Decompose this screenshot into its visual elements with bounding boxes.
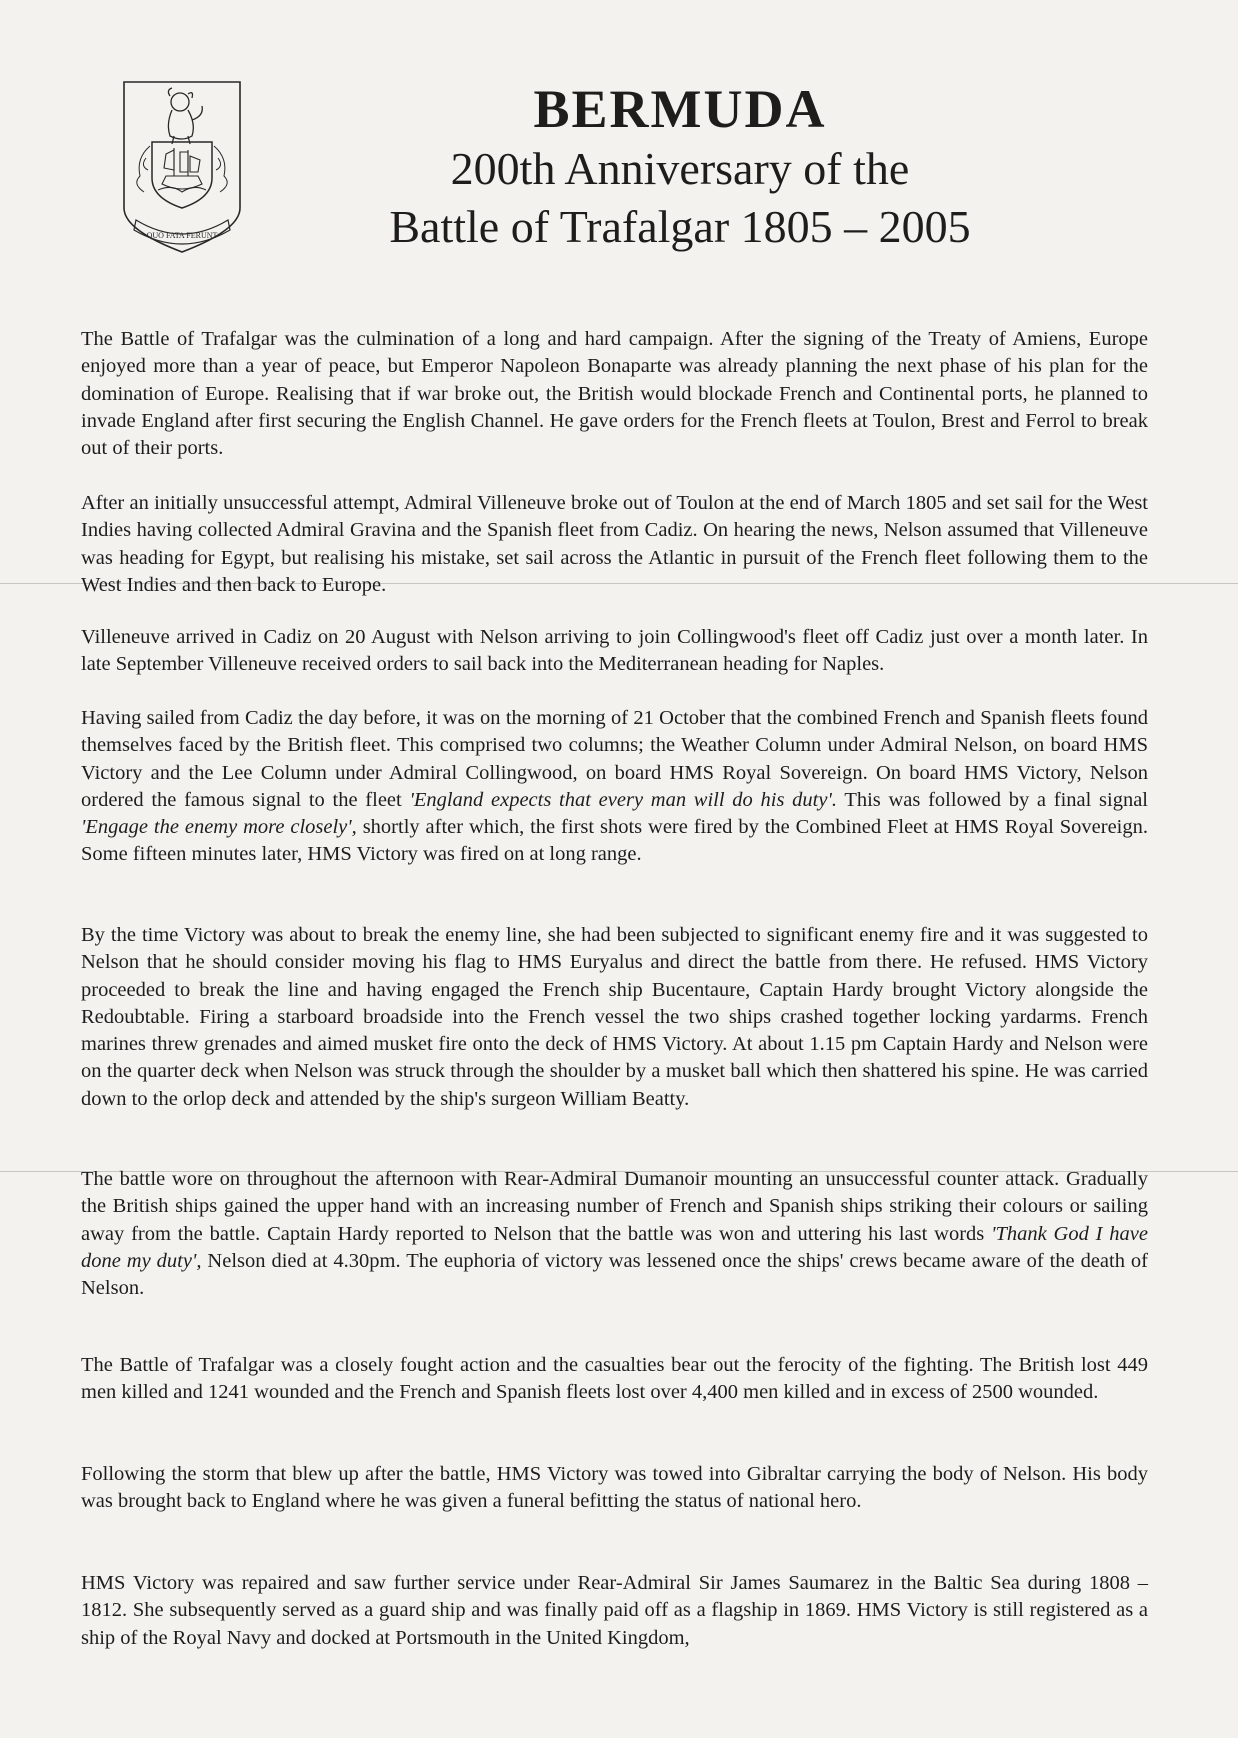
paragraph-text <box>81 1166 1148 1302</box>
paragraph-text <box>81 705 1148 869</box>
title-block <box>300 78 1060 256</box>
text-run: shortly after which, the first shots were fired by the Combined Fleet at HMS Royal Sovereign. Some fifteen minutes later, HMS Victory was fired on at long range. <box>81 816 1148 866</box>
paragraph-4 <box>81 705 1148 869</box>
quoted-signal: 'England expects that every man will do his duty'. <box>409 788 837 811</box>
subtitle-line-2: Battle of Trafalgar 1805 – 2005 <box>389 201 971 252</box>
quoted-last-words: 'Thank God I have done my duty', <box>81 1222 1149 1272</box>
subtitle-line-1: 200th Anniversary of the <box>450 143 910 194</box>
paragraph-1 <box>81 326 1148 462</box>
bermuda-coat-of-arms-icon <box>122 80 242 255</box>
text-run: Nelson died at 4.30pm. The euphoria of victory was lessened once the ships' crews became aware of the death of Nelson. <box>81 1249 1149 1300</box>
paragraph-text: Villeneuve arrived in Cadiz on 20 August with Nelson arriving to join Collingwood's fleet off Cadiz just over a month later. In late September Villeneuve received orders to sail back into the Mediterranean heading for Naples. <box>81 626 1148 676</box>
page-title: BERMUDA <box>533 79 827 139</box>
paragraph-2 <box>81 490 1148 599</box>
text-run: The battle wore on throughout the afternoon with Rear-Admiral Dumanoir mounting an unsuccessful counter attack. Gradually the British ships gained the upper hand with an increasing number of French and Spanish ships striking their colours or sailing away from the battle. Captain Hardy reported to Nelson that the battle was won and uttering his last words <box>81 1168 1148 1245</box>
paragraph-9 <box>81 1570 1148 1652</box>
paragraph-3 <box>81 624 1148 679</box>
paragraph-text: Following the storm that blew up after the battle, HMS Victory was towed into Gibraltar carrying the body of Nelson. His body was brought back to England where he was given a funeral befitting the status of national hero. <box>81 1463 1148 1513</box>
paragraph-text: HMS Victory was repaired and saw further service under Rear-Admiral Sir James Saumarez in the Baltic Sea during 1808 – 1812. She subsequently served as a guard ship and was finally paid off as a flagship in 1869. HMS Victory is still registered as a ship of the Royal Navy and docked at Portsmouth in the United Kingdom, <box>81 1572 1148 1649</box>
paragraph-text: After an initially unsuccessful attempt, Admiral Villeneuve broke out of Toulon at the end of March 1805 and set sail for the West Indies having collected Admiral Gravina and the Spanish fleet from Cadiz. On hearing the news, Nelson assumed that Villeneuve was heading for Egypt, but realising his mistake, set sail across the Atlantic in pursuit of the French fleet following them to the West Indies and then back to Europe. <box>81 492 1148 596</box>
paragraph-7 <box>81 1352 1148 1407</box>
paragraph-text: The Battle of Trafalgar was a closely fought action and the casualties bear out the ferocity of the fighting. The British lost 449 men killed and 1241 wounded and the French and Spanish fleets lost over 4,400 men killed and in excess of 2500 wounded. <box>81 1354 1148 1404</box>
paragraph-6 <box>81 1166 1148 1302</box>
svg-text:QUO FATA FERUNT: QUO FATA FERUNT <box>146 231 218 240</box>
text-run: This was followed by a final signal <box>836 788 1148 811</box>
quoted-signal: 'Engage the enemy more closely', <box>81 816 357 839</box>
text-run: Having sailed from Cadiz the day before, it was on the morning of 21 October that the combined French and Spanish fleets found themselves faced by the British fleet. This comprised two columns; the Weather Column under Admiral Nelson, on board HMS Victory and the Lee Column under Admiral Collingwood, on board HMS Royal Sovereign. On board HMS Victory, Nelson ordered the famous signal to the fleet <box>81 707 1148 811</box>
paragraph-8 <box>81 1461 1148 1516</box>
paragraph-5 <box>81 922 1148 1113</box>
paragraph-text: The Battle of Trafalgar was the culmination of a long and hard campaign. After the signing of the Treaty of Amiens, Europe enjoyed more than a year of peace, but Emperor Napoleon Bonaparte was already planning the next phase of his plan for the domination of Europe. Realising that if war broke out, the British would blockade French and Continental ports, he planned to invade England after first securing the English Channel. He gave orders for the French fleets at Toulon, Brest and Ferrol to break out of their ports. <box>81 328 1148 460</box>
paragraph-text: By the time Victory was about to break the enemy line, she had been subjected to significant enemy fire and it was suggested to Nelson that he should consider moving his flag to HMS Euryalus and direct the battle from there. He refused. HMS Victory proceeded to break the line and having engaged the French ship Bucentaure, Captain Hardy brought Victory alongside the Redoubtable. Firing a starboard broadside into the French vessel the two ships crashed together locking yardarms. French marines threw grenades and aimed musket fire onto the deck of HMS Victory. At about 1.15 pm Captain Hardy and Nelson were on the quarter deck when Nelson was struck through the shoulder by a musket ball which then shattered his spine. He was carried down to the orlop deck and attended by the ship's surgeon William Beatty. <box>81 924 1148 1110</box>
